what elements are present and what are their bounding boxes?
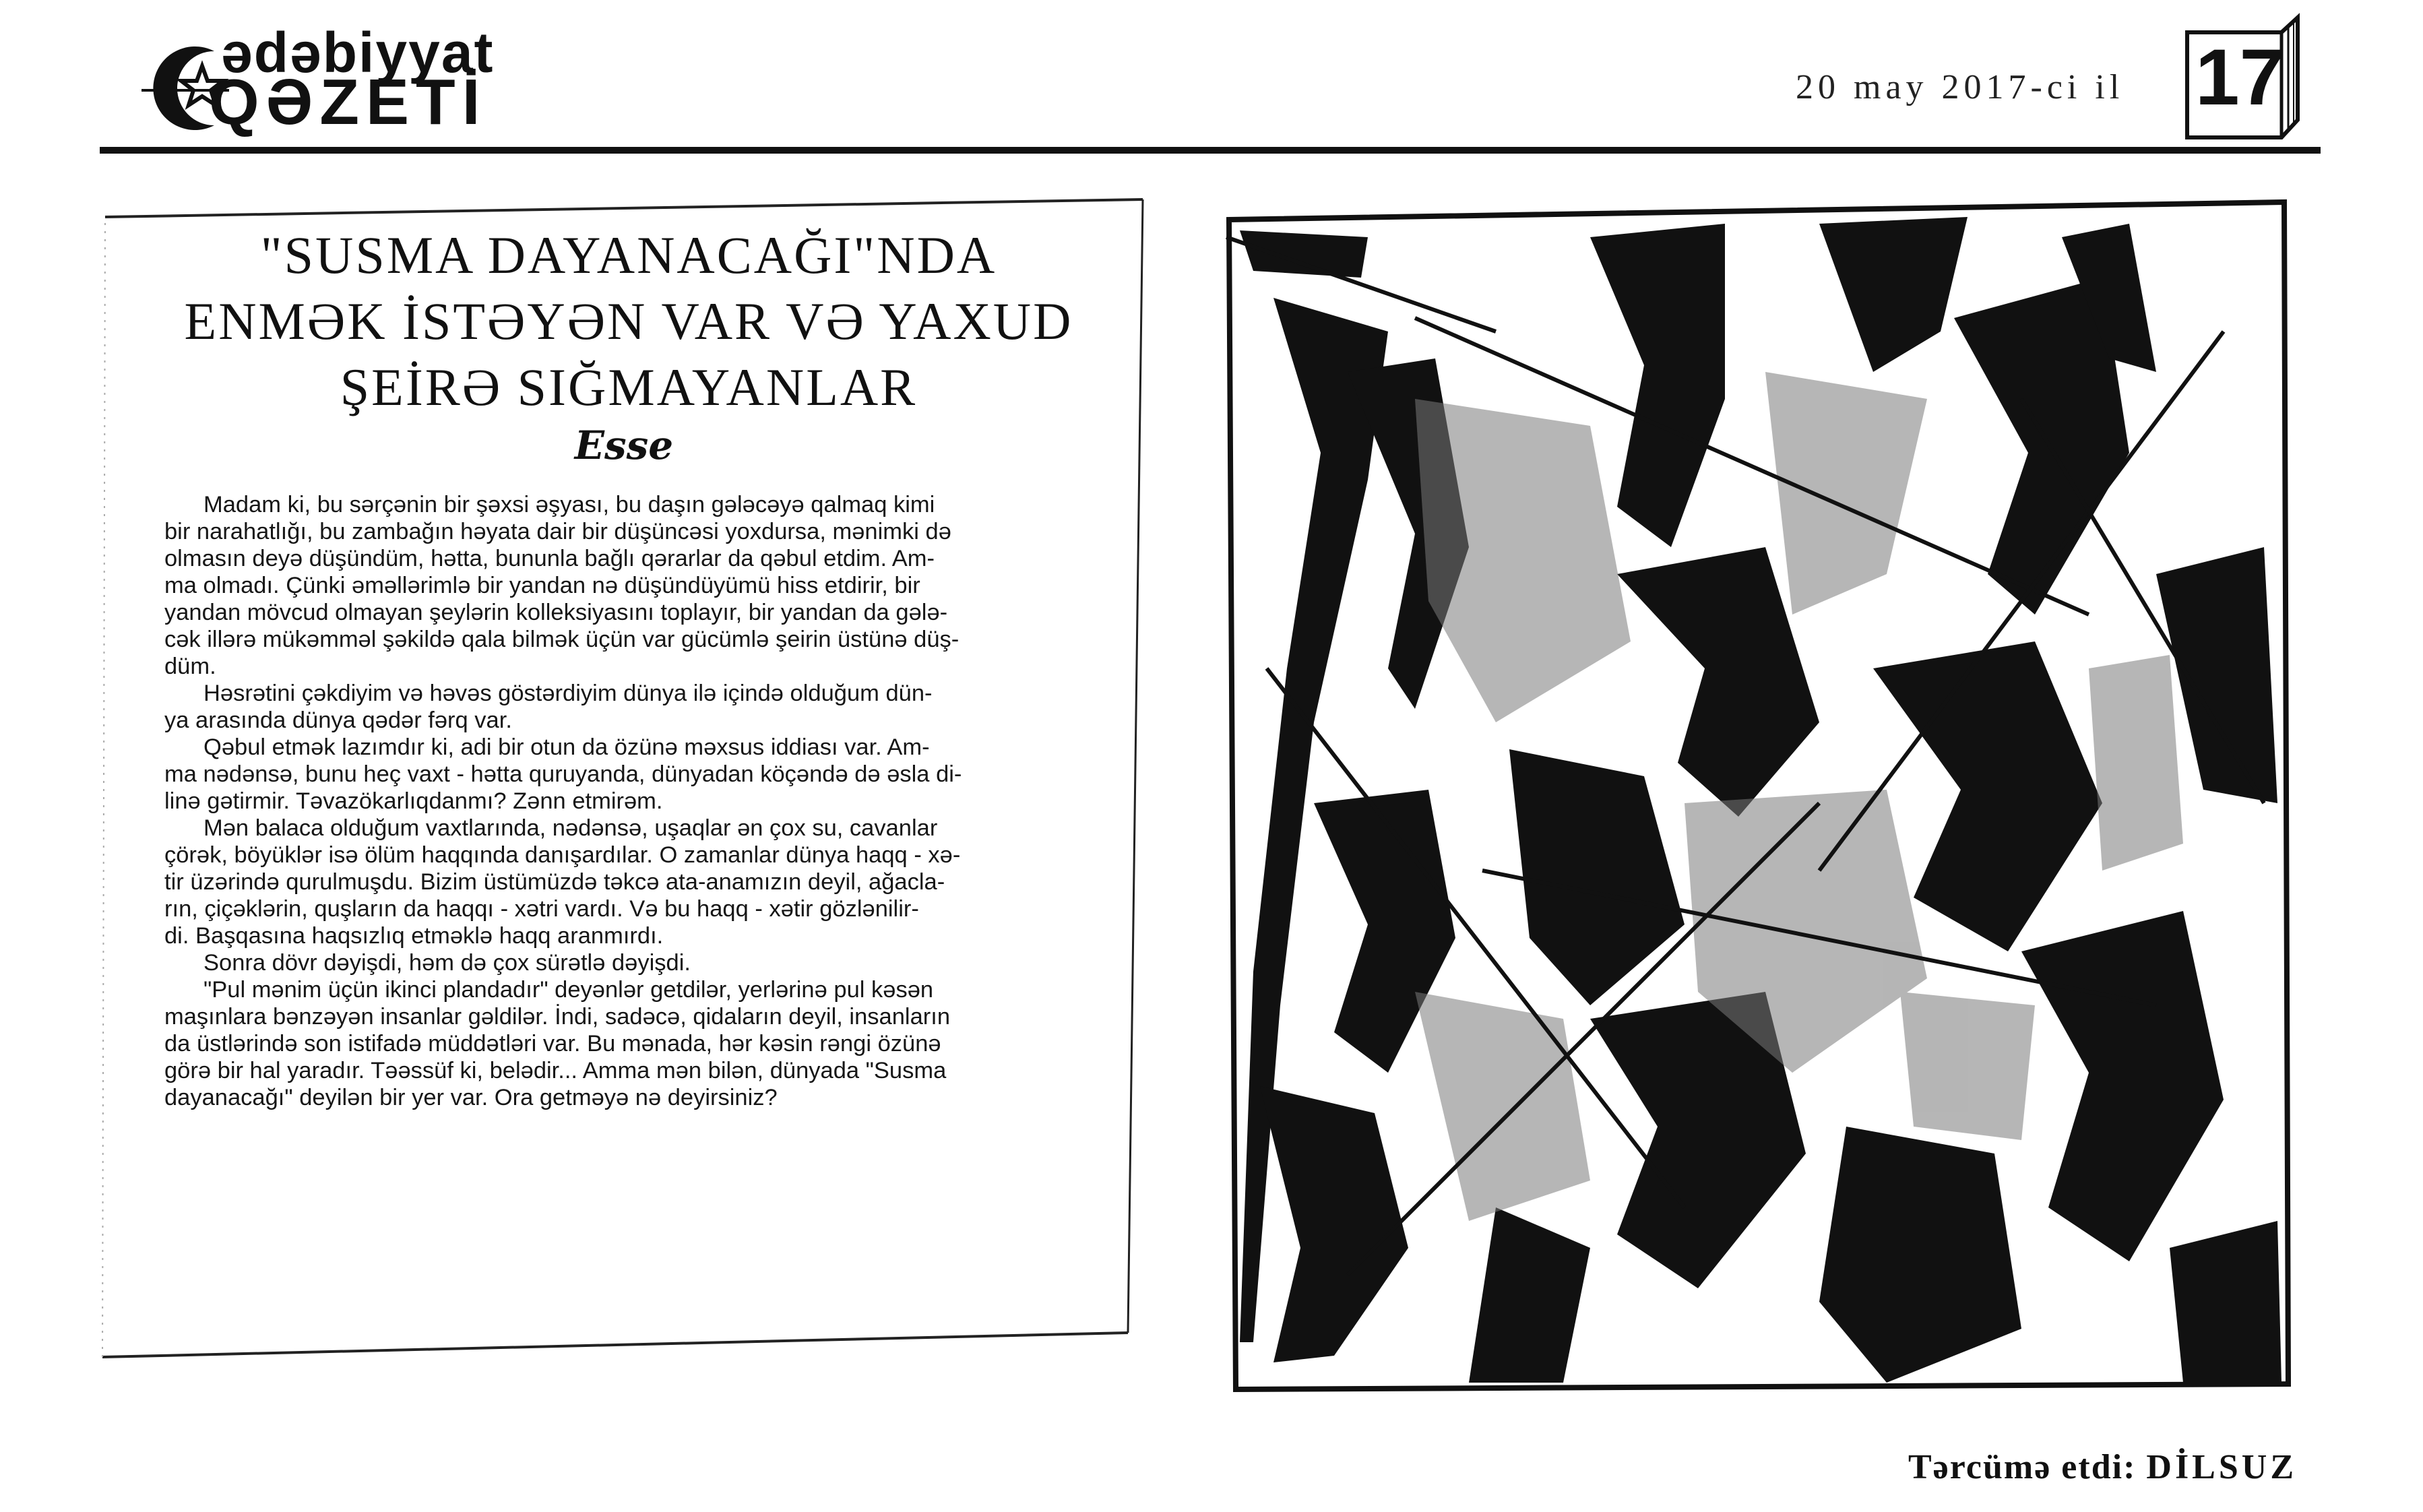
body-line: görə bir hal yaradır. Təəssüf ki, belədir... Amma mən bilən, dünyada "Susma (164, 1058, 947, 1083)
body-line: Həsrətini çəkdiyim və həvəs göstərdiyim dünya ilə içində olduğum dün- (203, 681, 933, 706)
credit-label: Tərcümə etdi: (1908, 1448, 2137, 1486)
body-line: bir narahatlığı, bu zambağın həyata dair bir düşüncəsi yoxdursa, mənimki də (164, 519, 951, 544)
body-line: çörək, böyüklər isə ölüm haqqında danışardılar. O zamanlar dünya haqq - xə- (164, 842, 961, 868)
body-line: olmasın deyə düşündüm, hətta, bununla bağlı qərarlar da qəbul etdim. Am- (164, 546, 935, 571)
body-line: "Pul mənim üçün ikinci plandadır" deyənlər getdilər, yerlərinə pul kəsən (203, 977, 934, 1003)
genre-label: Esse (574, 422, 674, 468)
title-line-3: ŞEİRƏ SIĞMAYANLAR (340, 358, 918, 416)
article-body (164, 491, 1148, 1111)
body-line: Madam ki, bu sərçənin bir şəxsi əşyası, bu daşın gələcəyə qalmaq kimi (203, 492, 935, 517)
masthead-bottom-word: QƏZETİ (209, 66, 487, 138)
newspaper-masthead (135, 21, 512, 139)
body-line: düm. (164, 654, 216, 679)
body-line: da üstlərində son istifadə müddətləri var. Bu mənada, hər kəsin rəngi özünə (164, 1031, 941, 1057)
abstract-painting (1213, 197, 2300, 1397)
issue-date: 20 may 2017-ci il (1796, 68, 2125, 106)
body-line: tir üzərində qurulmuşdu. Bizim üstümüzdə təkcə ata-anamızın deyil, ağacla- (164, 869, 945, 895)
body-line: dayanacağı" deyilən bir yer var. Ora getməyə nə deyirsiniz? (164, 1085, 778, 1110)
article-column (100, 197, 1148, 1373)
body-line: yandan mövcud olmayan şeylərin kolleksiyasını toplayır, bir yandan da gələ- (164, 600, 948, 625)
masthead-top-word: ədəbiyyat (221, 21, 495, 84)
page-number: 17 (2195, 33, 2284, 122)
title-line-2: ENMƏK İSTƏYƏN VAR VƏ YAXUD (184, 292, 1073, 350)
body-line: Sonra dövr dəyişdi, həm də çox sürətlə dəyişdi. (203, 950, 691, 976)
masthead-divider (100, 147, 2321, 154)
body-line: ya arasında dünya qədər fərq var. (164, 707, 512, 733)
body-line: maşınlara bənzəyən insanlar gəldilər. İndi, sadəcə, qidaların deyil, insanların (164, 1004, 951, 1030)
body-line: Mən balaca olduğum vaxtlarında, nədənsə, uşaqlar ən çox su, cavanlar (203, 815, 938, 841)
translator-credit (1908, 1447, 2297, 1487)
article-title (140, 222, 1117, 420)
body-line: ma olmadı. Çünki əməllərimlə bir yandan nə düşündüyümü hiss etdirir, bir (164, 573, 920, 598)
credit-name: DİLSUZ (2146, 1448, 2298, 1486)
body-line: linə gətirmir. Təvazökarlıqdanmı? Zənn etmirəm. (164, 788, 663, 814)
body-line: ma nədənsə, bunu heç vaxt - hətta quruyanda, dünyadan köçəndə də əsla di- (164, 761, 962, 787)
body-line: di. Başqasına haqsızlıq etməklə haqq aranmırdı. (164, 923, 664, 949)
body-line: cək illərə mükəmməl şəkildə qala bilmək üçün var gücümlə şeirin üstünə düş- (164, 627, 959, 652)
body-line: Qəbul etmək lazımdır ki, adi bir otun da özünə məxsus iddiası var. Am- (203, 734, 930, 760)
title-line-1: "SUSMA DAYANACAĞI"NDA (260, 226, 997, 284)
page-number-badge (2175, 12, 2310, 140)
body-line: rın, çiçəklərin, quşların da haqqı - xətri vardı. Və bu haqq - xətir gözlənilir- (164, 896, 919, 922)
abstract-painting-icon (1213, 197, 2300, 1397)
